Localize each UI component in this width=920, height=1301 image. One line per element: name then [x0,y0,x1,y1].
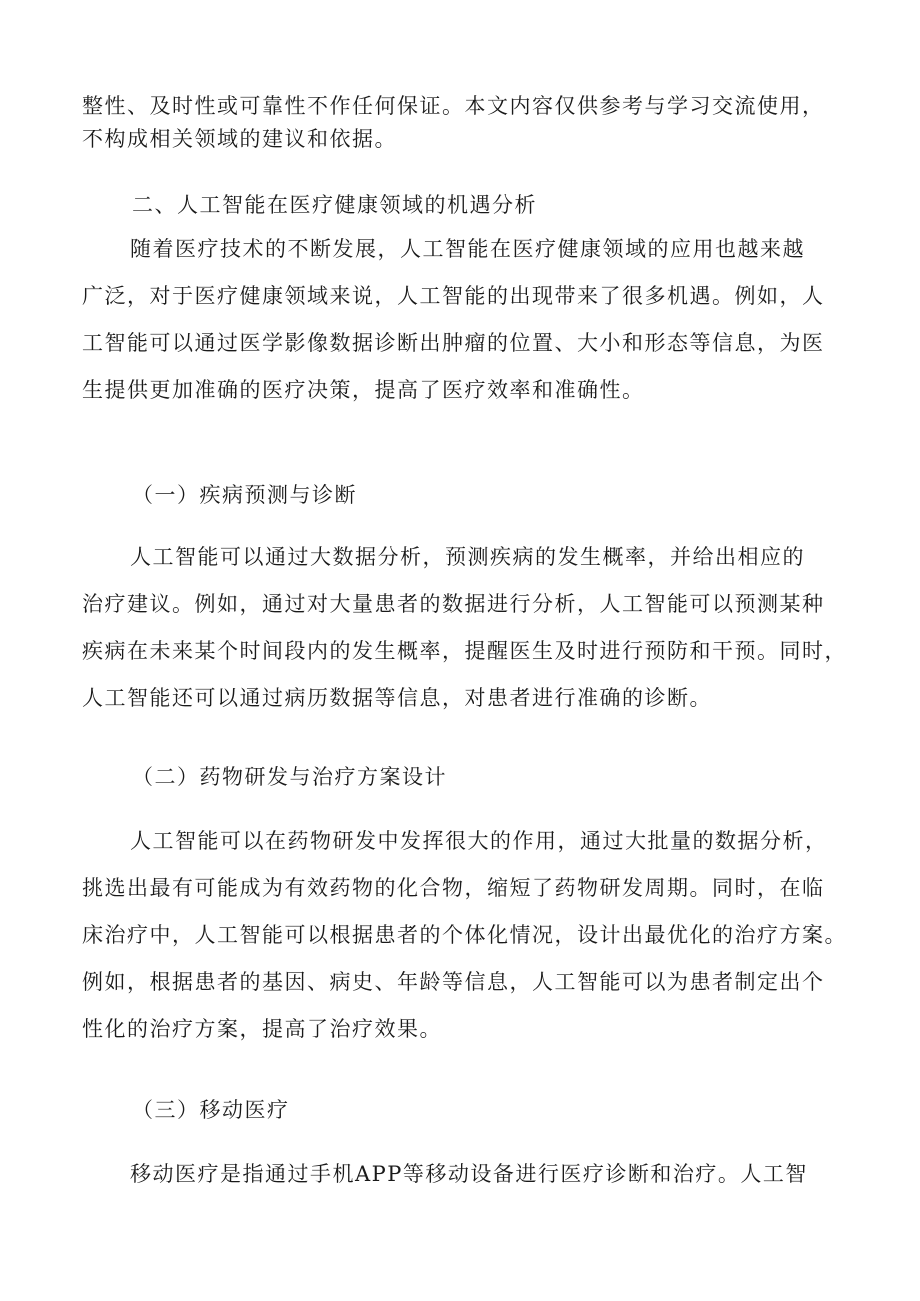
subsection-heading: （一）疾病预测与诊断 [132,483,357,507]
text-line: 不构成相关领域的建议和依据。 [82,127,397,151]
text-line: 床治疗中，人工智能可以根据患者的个体化情况，设计出最优化的治疗方案。 [82,923,847,947]
text-line: 随着医疗技术的不断发展，人工智能在医疗健康领域的应用也越来越 [130,237,805,261]
subsection-paragraph [82,818,847,1053]
subsection-heading: （二）药物研发与治疗方案设计 [132,765,447,789]
text-line: 例如，根据患者的基因、病史、年龄等信息，人工智能可以为患者制定出个 [82,970,825,994]
text-line: 人工智能可以在药物研发中发挥很大的作用，通过大批量的数据分析， [130,829,828,853]
text-line: 移动医疗是指通过手机APP等移动设备进行医疗诊断和治疗。人工智 [130,1162,808,1186]
text-line: 挑选出最有可能成为有效药物的化合物，缩短了药物研发周期。同时，在临 [82,876,825,900]
text-line: 性化的治疗方案，提高了治疗效果。 [82,1017,442,1041]
text-line: 疾病在未来某个时间段内的发生概率，提醒医生及时进行预防和干预。同时， [82,639,847,663]
section-heading: 二、人工智能在医疗健康领域的机遇分析 [132,193,537,217]
text-line: 工智能可以通过医学影像数据诊断出肿瘤的位置、大小和形态等信息，为医 [82,331,825,355]
subsection-paragraph [82,534,847,722]
text-line: 整性、及时性或可靠性不作任何保证。本文内容仅供参考与学习交流使用， [82,94,825,118]
text-line: 人工智能还可以通过病历数据等信息，对患者进行准确的诊断。 [82,686,712,710]
text-line: 生提供更加准确的医疗决策，提高了医疗效率和准确性。 [82,378,645,402]
text-line: 人工智能可以通过大数据分析，预测疾病的发生概率，并给出相应的 [130,545,805,569]
subsection-paragraph [82,1151,842,1198]
text-line: 治疗建议。例如，通过对大量患者的数据进行分析，人工智能可以预测某种 [82,592,825,616]
intro-paragraph [82,90,842,156]
subsection-heading: （三）移动医疗 [132,1098,290,1122]
section-paragraph [82,226,842,414]
text-line: 广泛，对于医疗健康领域来说，人工智能的出现带来了很多机遇。例如，人 [82,284,825,308]
